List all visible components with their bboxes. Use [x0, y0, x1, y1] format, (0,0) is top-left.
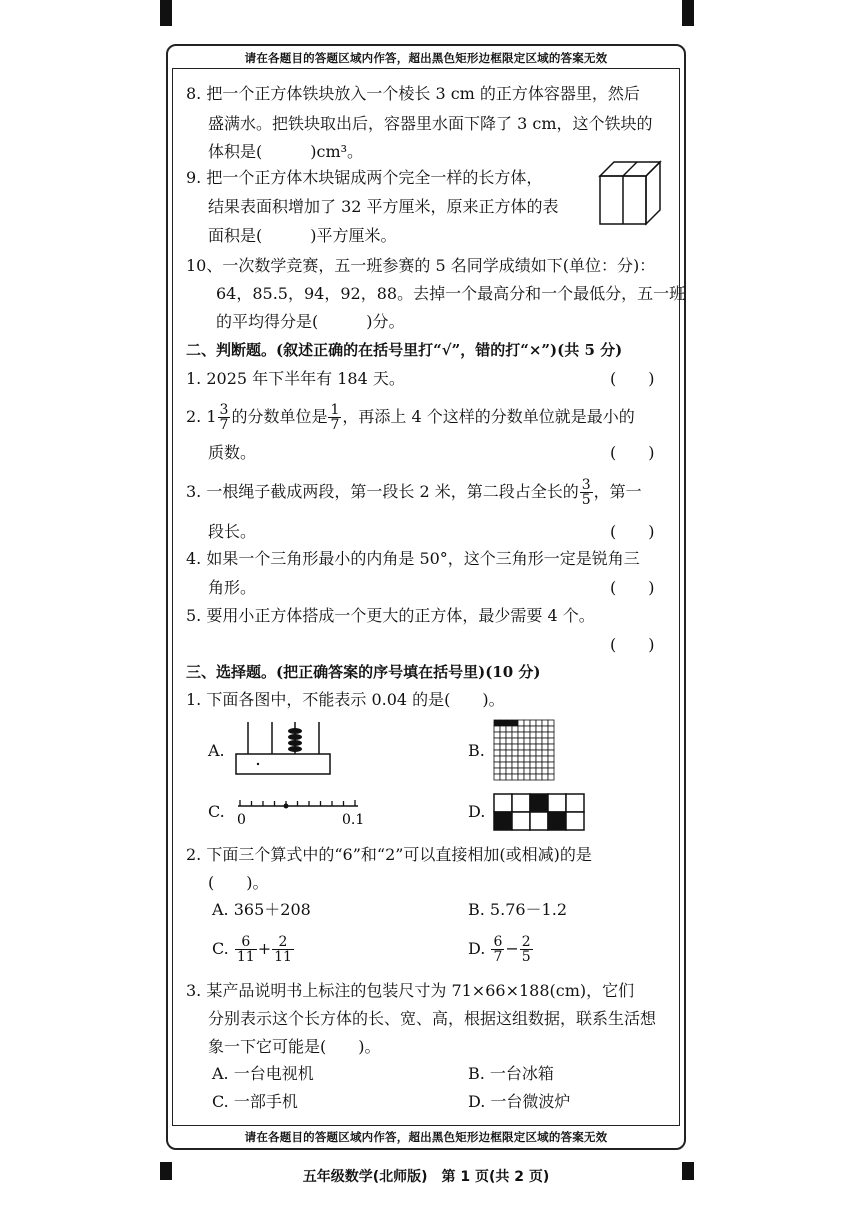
number-line-zero-label: 0: [237, 812, 246, 828]
grid-cell: [524, 720, 530, 726]
grid-cell: [518, 726, 524, 732]
grid-cell: [512, 744, 518, 750]
grid-cell: [500, 738, 506, 744]
grid-cell: [506, 774, 512, 780]
grid-cell: [506, 750, 512, 756]
question-8-line-1: 8. 把一个正方体铁块放入一个棱长 3 cm 的正方体容器里，然后: [186, 84, 640, 103]
judge-question-3: 3. 一根绳子截成两段，第一段长 2 米，第二段占全长的 $\frac{3}{5}$ ，第一: [186, 477, 642, 508]
grid-cell: [548, 732, 554, 738]
number-line-tenth-label: 0.1: [342, 812, 365, 828]
grid-cell: [524, 750, 530, 756]
question-10-line-3: 的平均得分是( )分。: [216, 312, 405, 331]
grid-cell: [542, 720, 548, 726]
grid-cell: [536, 738, 542, 744]
grid-cell: [494, 750, 500, 756]
judge-question-2-line-2: 质数。: [208, 443, 257, 462]
grid-cell: [512, 738, 518, 744]
grid-cell: [542, 768, 548, 774]
choice-3-option-d: D. 一台微波炉: [468, 1092, 571, 1111]
grid-cell: [542, 744, 548, 750]
grid-cell: [548, 774, 554, 780]
grid-cell: [506, 744, 512, 750]
grid-cell: [548, 738, 554, 744]
grid-cell: [512, 720, 518, 726]
judge-question-1: 1. 2025 年下半年有 184 天。: [186, 369, 405, 388]
question-9-line-2: 结果表面积增加了 32 平方厘米，原来正方体的表: [208, 197, 559, 216]
grid-cell: [512, 756, 518, 762]
grid-cell: [548, 762, 554, 768]
grid-cell: [494, 762, 500, 768]
judge-question-3-line-2: 段长。: [208, 522, 257, 541]
section-3-title: 三、选择题。(把正确答案的序号填在括号里)(10 分): [186, 663, 541, 681]
judge-question-4-line-2: 角形。: [208, 578, 257, 597]
grid-cell: [524, 732, 530, 738]
fraction-unit: $\frac{1}{7}$: [330, 402, 340, 433]
grid-cell: [500, 756, 506, 762]
grid-cell: [530, 768, 536, 774]
grid-cell: [530, 720, 536, 726]
grid-cell: [500, 726, 506, 732]
section-2-title: 二、判断题。(叙述正确的在括号里打“√”，错的打“×”)(共 5 分): [186, 341, 623, 359]
choice-2-option-b: B. 5.76－1.2: [468, 900, 568, 919]
grid-cell: [500, 750, 506, 756]
judge-question-5: 5. 要用小正方体搭成一个更大的正方体，最少需要 4 个。: [186, 606, 595, 625]
question-10-line-2: 64，85.5，94，92，88。去掉一个最高分和一个最低分，五一班: [216, 284, 686, 303]
grid-cell: [512, 732, 518, 738]
grid-cell: [548, 768, 554, 774]
choice-3-option-b: B. 一台冰箱: [468, 1064, 554, 1083]
grid-cell: [548, 744, 554, 750]
grid-cell: [536, 768, 542, 774]
judge-answer-3[interactable]: ( ): [610, 522, 655, 541]
grid-cell: [518, 720, 524, 726]
header-notice: 请在各题目的答题区域内作答，超出黑色矩形边框限定区域的答案无效: [244, 51, 608, 65]
grid-cell: [512, 762, 518, 768]
grid-cell: [536, 756, 542, 762]
choice-2-option-d: D. $\frac{6}{7}$ − $\frac{2}{5}$: [468, 934, 531, 965]
grid-cell: [542, 726, 548, 732]
question-8-line-2: 盛满水。把铁块取出后，容器里水面下降了 3 cm，这个铁块的: [208, 114, 653, 133]
judge-answer-2[interactable]: ( ): [610, 443, 655, 462]
grid-cell: [530, 738, 536, 744]
choice-1-option-c-label: C.: [208, 802, 225, 821]
grid-cell: [512, 750, 518, 756]
grid-cell: [518, 768, 524, 774]
grid-cell: [524, 768, 530, 774]
grid-cell: [506, 768, 512, 774]
cuboid-figure: [596, 158, 666, 228]
grid-cell: [542, 732, 548, 738]
grid-cell: [530, 744, 536, 750]
hundred-grid-figure: [493, 719, 555, 781]
grid-cell: [518, 756, 524, 762]
grid-cell: [524, 738, 530, 744]
question-10-line-1: 10、一次数学竞赛，五一班参赛的 5 名同学成绩如下(单位：分)：: [186, 256, 656, 275]
grid-cell: [518, 744, 524, 750]
grid-cell: [542, 756, 548, 762]
grid-cell: [524, 744, 530, 750]
grid-cell: [518, 774, 524, 780]
grid-cell: [530, 762, 536, 768]
choice-1-option-b-label: B.: [468, 741, 485, 760]
grid-cell: [530, 756, 536, 762]
grid-cell: [512, 774, 518, 780]
grid-cell: [542, 750, 548, 756]
judge-question-2-number: 2. 1: [186, 407, 217, 426]
grid-cell: [506, 732, 512, 738]
choice-2-option-c: C. $\frac{6}{11}$ + $\frac{2}{11}$: [212, 934, 292, 965]
grid-cell: [494, 738, 500, 744]
grid-cell: [506, 720, 512, 726]
choice-3-option-c: C. 一部手机: [212, 1092, 298, 1111]
registration-mark-top-right: [682, 0, 694, 26]
registration-mark-top-left: [160, 0, 172, 26]
choice-1-option-d-label: D.: [468, 802, 486, 821]
grid-cell: [518, 750, 524, 756]
footer-notice: 请在各题目的答题区域内作答，超出黑色矩形边框限定区域的答案无效: [244, 1130, 608, 1144]
grid-cell: [524, 726, 530, 732]
grid-cell: [536, 744, 542, 750]
grid-cell: [500, 768, 506, 774]
grid-cell: [506, 738, 512, 744]
choice-question-3: 3. 某产品说明书上标注的包装尺寸为 71×66×188(cm)，它们: [186, 981, 635, 1000]
page-footer: 五年级数学(北师版) 第 1 页(共 2 页): [302, 1169, 550, 1185]
grid-cell: [536, 762, 542, 768]
choice-question-2: 2. 下面三个算式中的“6”和“2”可以直接相加(或相减)的是: [186, 845, 592, 864]
choice-2-option-a: A. 365＋208: [212, 900, 311, 919]
grid-cell: [518, 738, 524, 744]
judge-question-4: 4. 如果一个三角形最小的内角是 50°，这个三角形一定是锐角三: [186, 549, 640, 568]
choice-3-option-a-visible: A. 一台电视机: [212, 1064, 314, 1083]
mixed-fraction: $\frac{3}{7}$: [219, 402, 229, 433]
grid-cell: [494, 726, 500, 732]
grid-cell: [530, 726, 536, 732]
grid-cell: [530, 732, 536, 738]
grid-cell: [512, 726, 518, 732]
grid-cell: [524, 756, 530, 762]
grid-cell: [500, 774, 506, 780]
grid-cell: [536, 732, 542, 738]
grid-cell: [494, 756, 500, 762]
choice-question-2-line-2: ( )。: [208, 873, 269, 892]
question-8-line-3: 体积是( )cm³。: [208, 142, 364, 161]
grid-cell: [494, 774, 500, 780]
grid-cell: [500, 732, 506, 738]
grid-cell: [518, 732, 524, 738]
question-9-line-3: 面积是( )平方厘米。: [208, 226, 397, 245]
grid-cell: [548, 756, 554, 762]
grid-cell: [548, 726, 554, 732]
grid-cell: [536, 720, 542, 726]
grid-cell: [548, 750, 554, 756]
judge-question-2: 2. 1 $\frac{3}{7}$ 的分数单位是 $\frac{1}{7}$ ，再添上 4 个这样的分数单位就是最小的: [186, 402, 635, 433]
question-9-line-1: 9. 把一个正方体木块锯成两个完全一样的长方体，: [186, 168, 543, 187]
grid-cell: [530, 750, 536, 756]
grid-cell: [506, 726, 512, 732]
grid-cell: [542, 774, 548, 780]
choice-1-option-a-label: A.: [208, 741, 225, 760]
abacus-figure: [234, 718, 334, 778]
tiles-figure: [493, 793, 587, 833]
grid-cell: [506, 756, 512, 762]
grid-cell: [536, 726, 542, 732]
number-line-figure: [234, 796, 364, 830]
judge-answer-1[interactable]: ( ): [610, 369, 655, 388]
grid-cell: [494, 720, 500, 726]
grid-cell: [536, 750, 542, 756]
choice-question-1: 1. 下面各图中，不能表示 0.04 的是( )。: [186, 690, 505, 709]
grid-cell: [542, 762, 548, 768]
grid-cell: [512, 768, 518, 774]
grid-cell: [494, 768, 500, 774]
judge-answer-4[interactable]: ( ): [610, 578, 655, 597]
judge-answer-5[interactable]: ( ): [610, 635, 655, 654]
grid-cell: [500, 762, 506, 768]
grid-cell: [494, 744, 500, 750]
grid-cell: [500, 720, 506, 726]
grid-cell: [506, 762, 512, 768]
fraction-three-fifths: $\frac{3}{5}$: [581, 477, 591, 508]
grid-cell: [530, 774, 536, 780]
grid-cell: [518, 762, 524, 768]
choice-question-3-line-2: 分别表示这个长方体的长、宽、高，根据这组数据，联系生活想: [208, 1009, 657, 1028]
grid-cell: [494, 732, 500, 738]
grid-cell: [524, 762, 530, 768]
grid-cell: [542, 738, 548, 744]
grid-cell: [548, 720, 554, 726]
grid-cell: [524, 774, 530, 780]
grid-cell: [500, 744, 506, 750]
grid-cell: [536, 774, 542, 780]
choice-question-3-line-3: 象一下它可能是( )。: [208, 1037, 381, 1056]
